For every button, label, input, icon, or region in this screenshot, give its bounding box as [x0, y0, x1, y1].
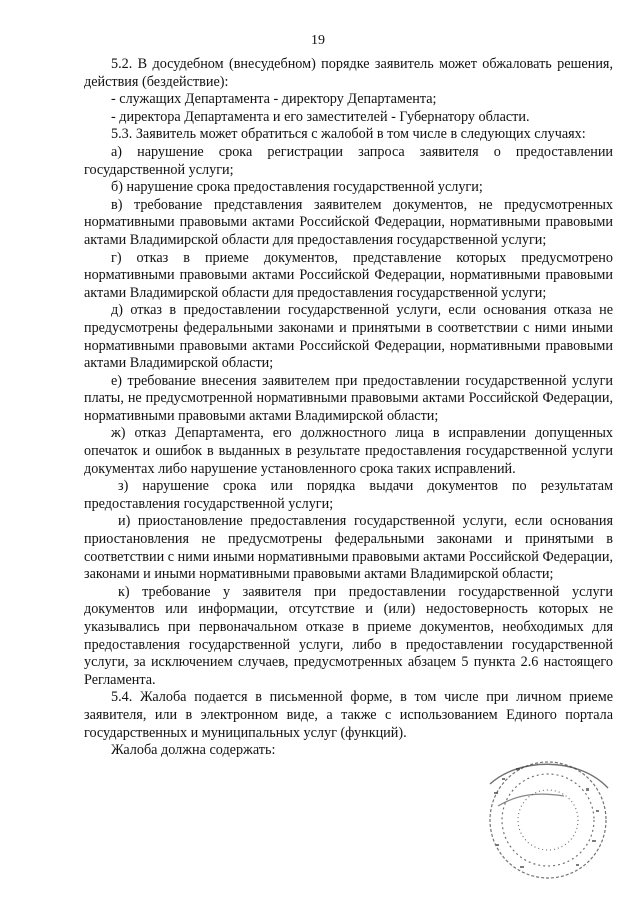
- list-item-v: в) требование представления заявителем документов, не предусмотренных нормативными правовыми актами Российской Федерации, нормативными правовыми актами Владимирской области для предоставления государственной услуги;: [84, 196, 613, 248]
- list-item-e: е) требование внесения заявителем при предоставлении государственной услуги платы, не предусмотренной нормативными правовыми актами Российской Федерации, нормативными правовыми актами Владимирской области;: [84, 372, 613, 424]
- list-item: - служащих Департамента - директору Департамента;: [111, 91, 437, 108]
- list-item-b: б) нарушение срока предоставления государственной услуги;: [111, 179, 483, 196]
- paragraph-5-4: 5.4. Жалоба подается в письменной форме, в том числе при личном приеме заявителя, или в электронном виде, а также с использованием Единого портала государственных и муниципальных услуг (функций).: [84, 689, 613, 741]
- list-item-g: г) отказ в приеме документов, представление которых предусмотрено нормативными правовыми актами Российской Федерации, нормативными правовыми актами Владимирской области для предоставления государственной услуги;: [84, 249, 613, 301]
- list-item-a: а) нарушение срока регистрации запроса заявителя о предоставлении государственной услуги;: [84, 143, 613, 178]
- official-stamp: [468, 748, 618, 883]
- list-item-d: д) отказ в предоставлении государственной услуги, если основания отказа не предусмотрены федеральными законами и принятыми в соответствии с ними иными нормативными правовыми актами Российской Федерации, нормативными правовыми актами Владимирской области;: [84, 302, 613, 372]
- list-item-zh: ж) отказ Департамента, его должностного лица в исправлении допущенных опечаток и ошибок в выданных в результате предоставления государственной услуги документах либо нарушение установленного срока таких исправлений.: [84, 425, 613, 477]
- page-number: 19: [311, 33, 325, 48]
- list-item: - директора Департамента и его заместителей - Губернатору области.: [111, 108, 530, 125]
- paragraph-5-3: 5.3. Заявитель может обратиться с жалобой в том числе в следующих случаях:: [111, 126, 586, 143]
- paragraph-complaint-content: Жалоба должна содержать:: [111, 742, 276, 759]
- list-item-i: и) приостановление предоставления государственной услуги, если основания приостановления не предусмотрены федеральными законами и принятыми в соответствии с ними иными нормативными правовыми актами Российской Федерации, законами и иными нормативными правовыми актами Владимирской области;: [84, 513, 613, 583]
- document-body: [84, 56, 613, 760]
- list-item-k: к) требование у заявителя при предоставлении государственной услуги документов или информации, отсутствие и (или) недостоверность которых не указывались при первоначальном отказе в приеме документов, необходимых для предоставления государственной услуги, либо в предоставлении государственной услуги, за исключением случаев, предусмотренных абзацем 5 пункта 2.6 настоящего Регламента.: [84, 583, 613, 688]
- paragraph-5-2: 5.2. В досудебном (внесудебном) порядке заявитель может обжаловать решения, действия (бездействие):: [84, 56, 613, 90]
- list-item-z: з) нарушение срока или порядка выдачи документов по результатам предоставления государственной услуги;: [84, 478, 613, 512]
